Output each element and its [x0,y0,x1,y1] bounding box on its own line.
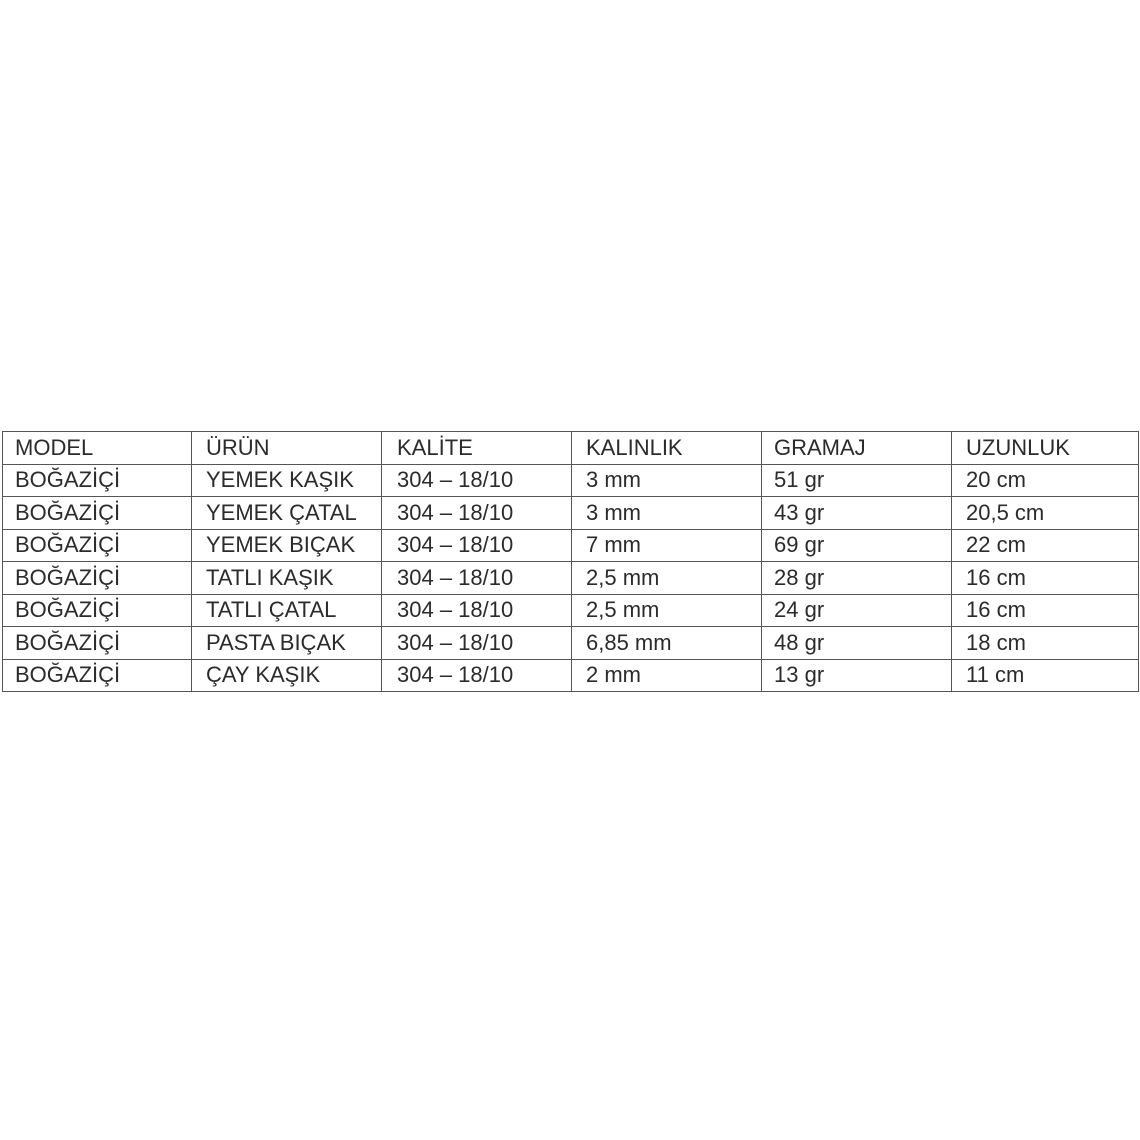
header-urun: ÜRÜN [192,432,382,465]
cell-kalite: 304 – 18/10 [382,497,572,530]
cell-urun: TATLI ÇATAL [192,594,382,627]
cell-kalite: 304 – 18/10 [382,627,572,660]
table-row [3,562,1139,595]
cell-kalinlik: 3 mm [572,464,762,497]
cell-kalinlik: 2,5 mm [572,594,762,627]
cell-model: BOĞAZİÇİ [3,529,192,562]
table-row [3,594,1139,627]
cell-uzunluk: 16 cm [952,594,1139,627]
cell-kalite: 304 – 18/10 [382,529,572,562]
cell-kalinlik: 3 mm [572,497,762,530]
cell-urun: PASTA BIÇAK [192,627,382,660]
cell-urun: YEMEK KAŞIK [192,464,382,497]
cell-urun: YEMEK BIÇAK [192,529,382,562]
cell-model: BOĞAZİÇİ [3,562,192,595]
cell-uzunluk: 16 cm [952,562,1139,595]
table-row [3,627,1139,660]
table-row [3,497,1139,530]
cell-kalinlik: 7 mm [572,529,762,562]
cell-model: BOĞAZİÇİ [3,627,192,660]
cell-uzunluk: 20 cm [952,464,1139,497]
table-header-row [3,432,1139,465]
cell-uzunluk: 20,5 cm [952,497,1139,530]
cell-gramaj: 43 gr [762,497,952,530]
header-kalite: KALİTE [382,432,572,465]
cell-kalinlik: 2 mm [572,659,762,692]
header-kalinlik: KALINLIK [572,432,762,465]
table-row [3,659,1139,692]
cell-gramaj: 69 gr [762,529,952,562]
header-model: MODEL [3,432,192,465]
cell-gramaj: 13 gr [762,659,952,692]
cell-kalite: 304 – 18/10 [382,562,572,595]
cell-model: BOĞAZİÇİ [3,464,192,497]
cell-gramaj: 48 gr [762,627,952,660]
cell-model: BOĞAZİÇİ [3,594,192,627]
cell-model: BOĞAZİÇİ [3,497,192,530]
cell-kalite: 304 – 18/10 [382,659,572,692]
cell-uzunluk: 22 cm [952,529,1139,562]
header-uzunluk: UZUNLUK [952,432,1139,465]
table-row [3,529,1139,562]
cell-urun: TATLI KAŞIK [192,562,382,595]
cell-gramaj: 28 gr [762,562,952,595]
table-row [3,464,1139,497]
cell-gramaj: 24 gr [762,594,952,627]
header-gramaj: GRAMAJ [762,432,952,465]
cell-kalinlik: 6,85 mm [572,627,762,660]
cell-urun: YEMEK ÇATAL [192,497,382,530]
cell-urun: ÇAY KAŞIK [192,659,382,692]
cell-kalite: 304 – 18/10 [382,594,572,627]
cell-uzunluk: 18 cm [952,627,1139,660]
cell-gramaj: 51 gr [762,464,952,497]
cell-model: BOĞAZİÇİ [3,659,192,692]
cell-uzunluk: 11 cm [952,659,1139,692]
product-spec-table [2,431,1139,692]
cell-kalinlik: 2,5 mm [572,562,762,595]
cell-kalite: 304 – 18/10 [382,464,572,497]
